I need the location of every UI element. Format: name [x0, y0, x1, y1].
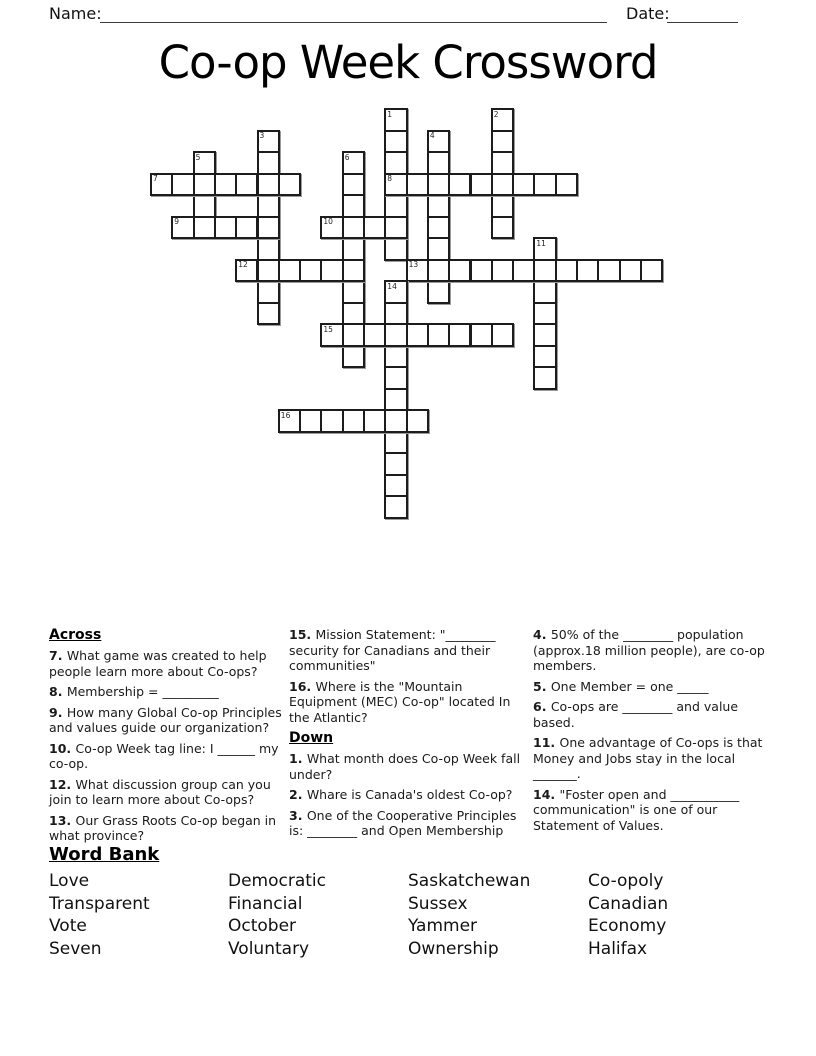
- crossword-cell[interactable]: [512, 173, 535, 197]
- clues-column-2: [289, 627, 529, 844]
- crossword-cell[interactable]: [363, 216, 386, 240]
- crossword-cell[interactable]: [342, 409, 365, 433]
- word-bank-word: Economy: [588, 916, 667, 936]
- word-bank-heading: Word Bank: [49, 844, 160, 865]
- crossword-cell[interactable]: [427, 323, 450, 347]
- crossword-cell[interactable]: [533, 345, 556, 369]
- cell-number-8: 8: [387, 174, 393, 183]
- down-clues-list-continued: [533, 627, 773, 833]
- crossword-cell[interactable]: [342, 259, 365, 283]
- crossword-cell[interactable]: [619, 259, 642, 283]
- crossword-cell[interactable]: [427, 216, 450, 240]
- clue-13: 13. Our Grass Roots Co-op began in what province?: [49, 812, 277, 843]
- crossword-cell[interactable]: [384, 474, 407, 498]
- crossword-cell[interactable]: [257, 280, 280, 304]
- clue-1: 1. What month does Co-op Week fall under?: [289, 751, 521, 782]
- crossword-cell[interactable]: [491, 151, 514, 175]
- word-bank-word: Transparent: [49, 893, 150, 914]
- clue-6: 6. Co-ops are ________ and value based.: [533, 699, 739, 730]
- crossword-cell[interactable]: [214, 173, 237, 197]
- cell-number-14: 14: [387, 281, 397, 291]
- crossword-cell[interactable]: [384, 216, 407, 240]
- cell-number-12: 12: [238, 260, 248, 269]
- crossword-cell[interactable]: [320, 409, 343, 433]
- word-bank-column-1: [49, 870, 224, 960]
- crossword-cell[interactable]: [342, 237, 365, 261]
- clue-4: 4. 50% of the ________ population (approx.18 million people), are co-op members.: [533, 627, 765, 673]
- cell-number-1: 1: [387, 109, 393, 119]
- crossword-cell[interactable]: [384, 302, 407, 326]
- crossword-cell[interactable]: [384, 495, 407, 519]
- crossword-cell[interactable]: [470, 323, 493, 347]
- cell-number-3: 3: [259, 131, 265, 140]
- crossword-cell[interactable]: [320, 259, 343, 283]
- crossword-cell[interactable]: [278, 259, 301, 283]
- word-bank-word: Co-opoly: [588, 871, 664, 891]
- crossword-cell[interactable]: [299, 409, 322, 433]
- word-bank-word: Love: [49, 871, 90, 891]
- page-title: Co-op Week Crossword: [158, 36, 658, 89]
- crossword-cell[interactable]: [235, 216, 258, 240]
- crossword-cell[interactable]: [342, 302, 365, 326]
- crossword-cell[interactable]: [448, 259, 471, 283]
- crossword-cell[interactable]: [257, 237, 280, 261]
- crossword-cell[interactable]: [384, 388, 407, 412]
- name-blank-line[interactable]: [100, 4, 607, 23]
- word-bank-word: Vote: [49, 916, 87, 936]
- word-bank-column-2: [228, 870, 403, 960]
- crossword-cell[interactable]: [193, 194, 216, 218]
- crossword-cell[interactable]: [342, 216, 365, 240]
- across-clues-list: [49, 648, 289, 844]
- word-bank-word: Seven: [49, 938, 102, 959]
- crossword-cell[interactable]: [533, 280, 556, 304]
- crossword-cell[interactable]: [555, 259, 578, 283]
- word-bank-word: Financial: [228, 893, 303, 914]
- crossword-grid: [150, 108, 666, 520]
- crossword-cell[interactable]: [257, 216, 280, 240]
- word-bank-word: Canadian: [588, 893, 669, 914]
- crossword-cell[interactable]: [448, 323, 471, 347]
- crossword-cell[interactable]: [491, 216, 514, 240]
- cell-number-7: 7: [153, 174, 158, 183]
- crossword-cell[interactable]: [342, 345, 365, 369]
- crossword-cell[interactable]: [427, 280, 450, 304]
- crossword-cell[interactable]: [491, 323, 514, 347]
- crossword-cell[interactable]: [406, 323, 429, 347]
- clue-11: 11. One advantage of Co-ops is that Money and Jobs stay in the local _______.: [533, 735, 763, 781]
- crossword-cell[interactable]: [406, 173, 429, 197]
- crossword-cell[interactable]: [193, 173, 216, 197]
- cell-number-9: 9: [174, 217, 180, 226]
- across-heading: Across: [49, 627, 102, 643]
- date-blank-line[interactable]: [667, 4, 738, 23]
- crossword-cell[interactable]: [257, 302, 280, 326]
- crossword-cell[interactable]: [384, 409, 407, 433]
- date-label: Date:: [626, 4, 670, 23]
- crossword-cell[interactable]: [427, 194, 450, 218]
- cell-number-16: 16: [280, 410, 291, 420]
- crossword-cell[interactable]: [533, 302, 556, 326]
- word-bank-word: Saskatchewan: [408, 871, 531, 891]
- cell-number-10: 10: [323, 217, 333, 226]
- clue-9: 9. How many Global Co-op Principles and values guide our organization?: [49, 704, 282, 735]
- name-label: Name:: [49, 4, 102, 23]
- crossword-cell[interactable]: [342, 323, 365, 347]
- cell-number-15: 15: [323, 324, 333, 334]
- word-bank-column-4: [588, 870, 763, 960]
- word-bank-word: Ownership: [408, 938, 499, 959]
- cell-number-5: 5: [195, 152, 201, 162]
- crossword-cell[interactable]: [491, 259, 514, 283]
- clue-14: 14. "Foster open and ___________ communication" is one of our Statement of Values.: [533, 786, 740, 833]
- crossword-cell[interactable]: [171, 173, 194, 197]
- crossword-cell[interactable]: [576, 259, 599, 283]
- word-bank-word: Halifax: [588, 938, 648, 959]
- crossword-cell[interactable]: [555, 173, 578, 197]
- crossword-cell[interactable]: [342, 173, 365, 197]
- cell-number-13: 13: [408, 260, 419, 269]
- crossword-cell[interactable]: [470, 259, 493, 283]
- crossword-cell[interactable]: [427, 259, 450, 283]
- crossword-cell[interactable]: [384, 237, 407, 261]
- crossword-cell[interactable]: [427, 237, 450, 261]
- clues-column-1: [49, 627, 289, 849]
- crossword-cell[interactable]: [257, 259, 280, 283]
- crossword-cell[interactable]: [533, 366, 556, 390]
- word-bank-word: Sussex: [408, 893, 468, 914]
- crossword-cell[interactable]: [640, 259, 663, 283]
- crossword-cell[interactable]: [427, 151, 450, 175]
- word-bank-word: October: [228, 916, 297, 936]
- crossword-cell[interactable]: [384, 151, 407, 175]
- cell-number-6: 6: [344, 152, 350, 162]
- clue-15: 15. Mission Statement: "________ security for Canadians and their communities": [289, 627, 496, 673]
- word-bank: [49, 844, 769, 959]
- down-clues-list: [289, 751, 529, 839]
- clue-7: 7. What game was created to help people learn more about Co-ops?: [49, 648, 267, 679]
- crossword-cell[interactable]: [533, 259, 556, 283]
- crossword-cell[interactable]: [299, 259, 322, 283]
- clue-8: 8. Membership = _________: [49, 684, 219, 699]
- crossword-cell[interactable]: [384, 345, 407, 369]
- word-bank-word: Voluntary: [228, 938, 310, 959]
- crossword-cell[interactable]: [342, 280, 365, 304]
- crossword-cell[interactable]: [384, 194, 407, 218]
- across-clues-list-continued: [289, 627, 529, 725]
- crossword-cell[interactable]: [406, 409, 429, 433]
- crossword-cell[interactable]: [278, 173, 301, 197]
- clue-5: 5. One Member = one _____: [533, 678, 709, 694]
- crossword-cell[interactable]: [491, 130, 514, 154]
- cell-number-11: 11: [536, 238, 546, 248]
- crossword-cell[interactable]: [384, 323, 407, 347]
- crossword-cell[interactable]: [363, 409, 386, 433]
- word-bank-word: Yammer: [408, 916, 478, 936]
- clue-2: 2. Whare is Canada's oldest Co-op?: [289, 787, 513, 802]
- clue-16: 16. Where is the "Mountain Equipment (MEC) Co-op" located In the Atlantic?: [289, 678, 511, 725]
- crossword-cell[interactable]: [257, 173, 280, 197]
- crossword-cell[interactable]: [214, 216, 237, 240]
- crossword-cell[interactable]: [257, 194, 280, 218]
- crossword-cell[interactable]: [193, 216, 216, 240]
- crossword-cell[interactable]: [533, 323, 556, 347]
- word-bank-word: Democratic: [228, 871, 326, 891]
- crossword-cell[interactable]: [363, 323, 386, 347]
- clue-10: 10. Co-op Week tag line: I ______ my co-op.: [49, 740, 279, 771]
- crossword-cell[interactable]: [384, 130, 407, 154]
- crossword-cell[interactable]: [257, 151, 280, 175]
- crossword-cell[interactable]: [512, 259, 535, 283]
- crossword-cell[interactable]: [491, 173, 514, 197]
- crossword-cell[interactable]: [470, 173, 493, 197]
- down-heading: Down: [289, 730, 334, 746]
- crossword-cell[interactable]: [384, 366, 407, 390]
- clue-3: 3. One of the Cooperative Principles is: ________ and Open Membership: [289, 807, 517, 838]
- clue-12: 12. What discussion group can you join to learn more about Co-ops?: [49, 776, 271, 807]
- crossword-cell[interactable]: [384, 452, 407, 476]
- crossword-cell[interactable]: [491, 194, 514, 218]
- crossword-cell[interactable]: [384, 431, 407, 455]
- crossword-cell[interactable]: [235, 173, 258, 197]
- crossword-cell[interactable]: [597, 259, 620, 283]
- crossword-cell[interactable]: [427, 173, 450, 197]
- cell-number-4: 4: [429, 131, 435, 140]
- crossword-cell[interactable]: [448, 173, 471, 197]
- clues-column-3: [533, 627, 773, 838]
- word-bank-column-3: [408, 870, 583, 960]
- cell-number-2: 2: [493, 109, 499, 119]
- crossword-cell[interactable]: [533, 173, 556, 197]
- crossword-cell[interactable]: [342, 194, 365, 218]
